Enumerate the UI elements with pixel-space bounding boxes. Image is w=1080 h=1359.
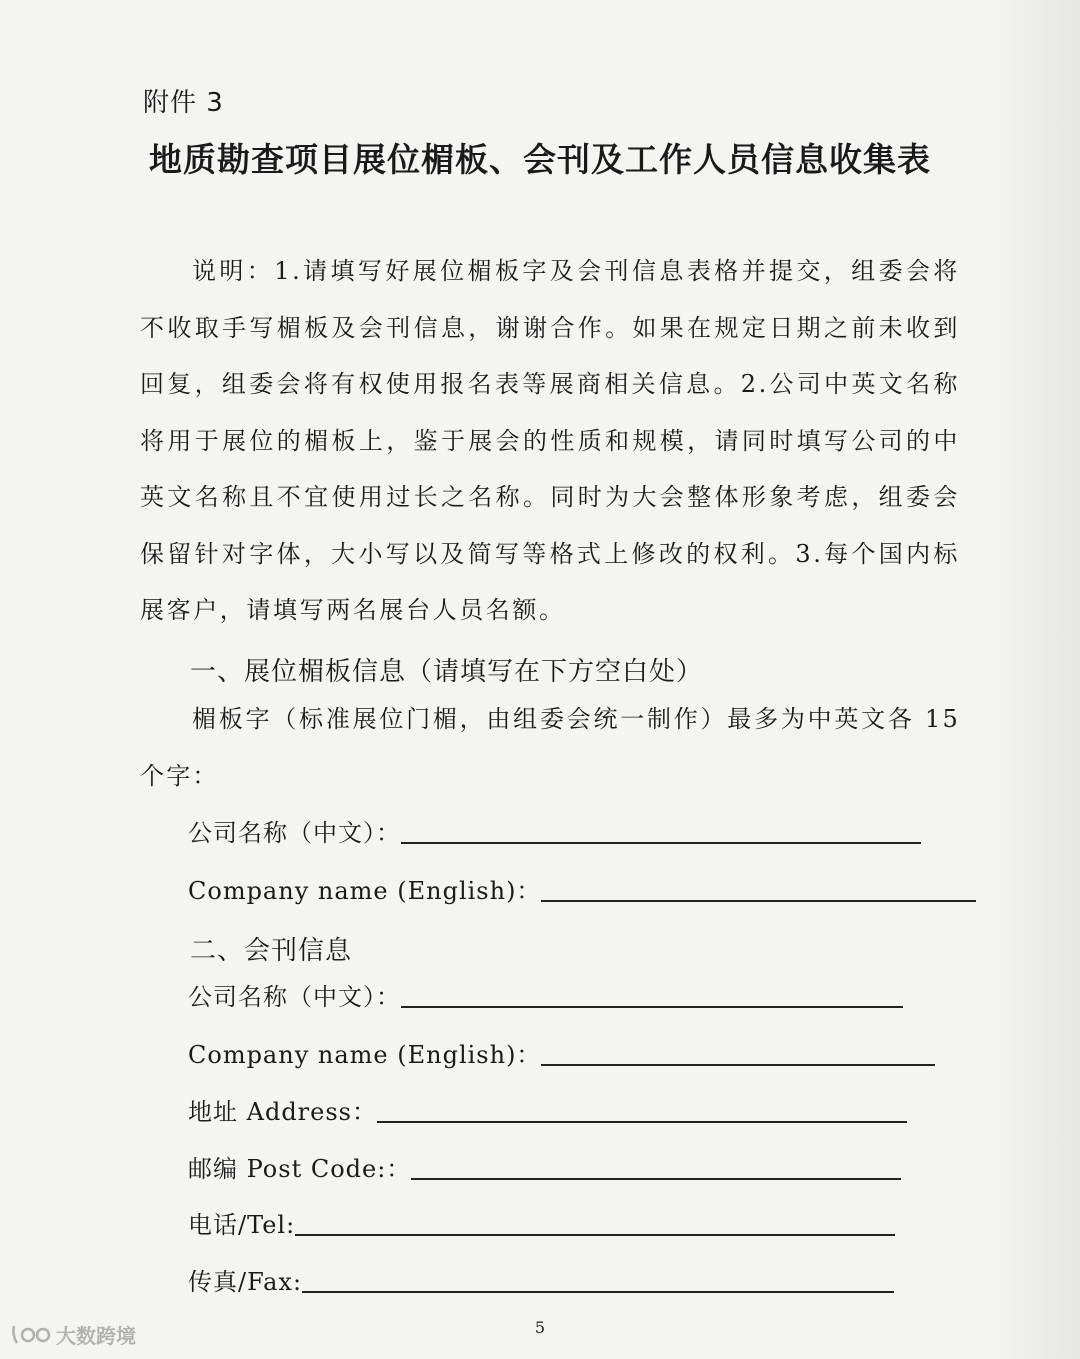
- fascia-company-name-cn-field[interactable]: [188, 808, 921, 848]
- catalogue-company-name-cn-field[interactable]: [188, 972, 903, 1012]
- field-label: 公司名称（中文）：: [188, 983, 401, 1011]
- watermark: [10, 1320, 136, 1349]
- fill-line[interactable]: [541, 1064, 935, 1066]
- watermark-text: 大数跨境: [56, 1324, 136, 1348]
- fill-line[interactable]: [401, 1006, 903, 1008]
- field-label: 电话/Tel:: [188, 1211, 296, 1239]
- instructions-paragraph: 说明：1.请填写好展位楣板字及会刊信息表格并提交，组委会将不收取手写楣板及会刊信息，谢谢合作。如果在规定日期之前未收到回复，组委会将有权使用报名表等展商相关信息。2.公司中英文名称将用于展位的楣板上，鉴于展会的性质和规模，请同时填写公司的中英文名称且不宜使用过长之名称。同时为大会整体形象考虑，组委会保留针对字体，大小写以及简写等格式上修改的权利。3.每个国内标展客户，请填写两名展台人员名额。: [140, 257, 960, 624]
- fill-line[interactable]: [401, 842, 921, 844]
- address-field[interactable]: [188, 1087, 907, 1127]
- fill-line[interactable]: [411, 1178, 901, 1180]
- fill-line[interactable]: [295, 1234, 895, 1236]
- annex-label: 附件 3: [143, 88, 224, 118]
- fill-line[interactable]: [377, 1121, 907, 1123]
- section-heading-fascia: 一、展位楣板信息（请填写在下方空白处）: [190, 657, 704, 687]
- fax-field[interactable]: [188, 1257, 894, 1297]
- post-code-field[interactable]: [188, 1144, 901, 1184]
- field-label: 公司名称（中文）：: [188, 819, 401, 847]
- field-label: Company name (English)：: [188, 1041, 542, 1069]
- field-label: 地址 Address：: [188, 1098, 377, 1126]
- fascia-company-name-en-field[interactable]: [188, 866, 976, 906]
- watermark-logo-icon: [10, 1322, 52, 1348]
- form-title: 地质勘查项目展位楣板、会刊及工作人员信息收集表: [149, 140, 931, 179]
- fascia-rule-text: 楣板字（标准展位门楣，由组委会统一制作）最多为中英文各 15 个字：: [140, 705, 960, 790]
- page-number: 5: [534, 1318, 546, 1337]
- field-label: Company name (English)：: [188, 877, 542, 905]
- section-heading-catalogue: 二、会刊信息: [190, 936, 353, 966]
- tel-field[interactable]: [188, 1200, 895, 1240]
- field-label: 传真/Fax:: [188, 1268, 303, 1296]
- fill-line[interactable]: [541, 900, 976, 902]
- fill-line[interactable]: [302, 1291, 894, 1293]
- scan-shading: [990, 0, 1080, 1359]
- catalogue-company-name-en-field[interactable]: [188, 1030, 935, 1070]
- field-label: 邮编 Post Code:：: [188, 1155, 412, 1183]
